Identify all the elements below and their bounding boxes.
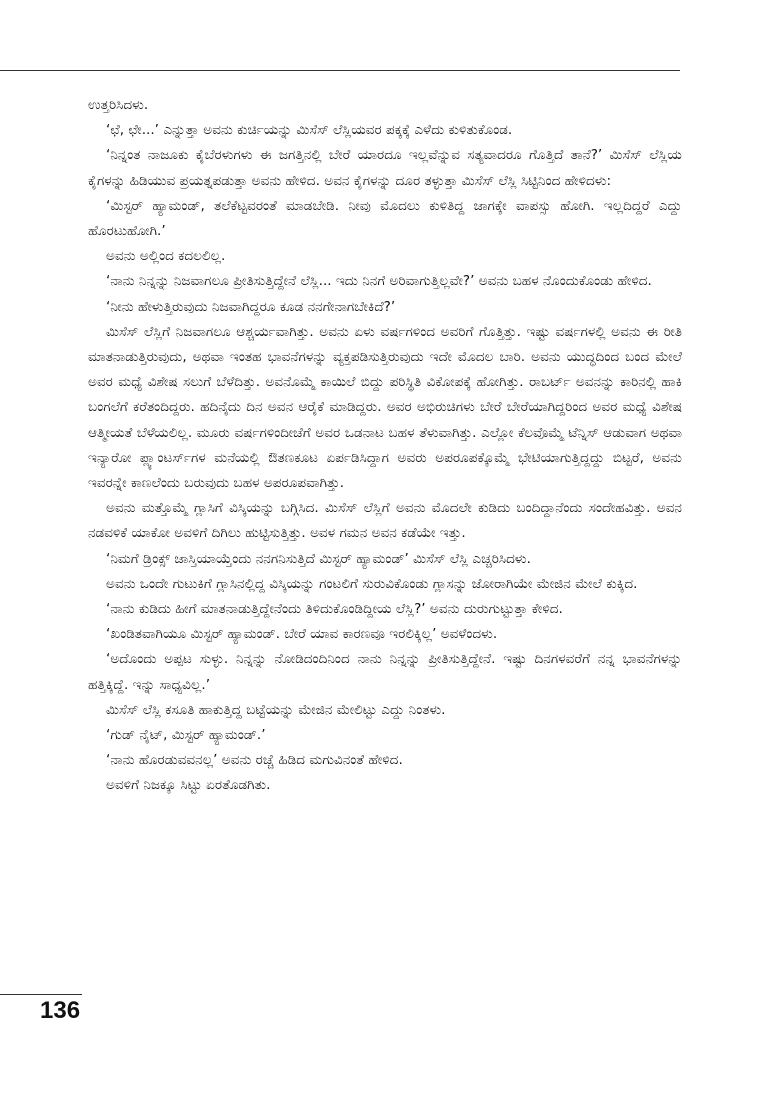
paragraph: ಅವನು ಮತ್ತೊಮ್ಮೆ ಗ್ಲಾಸಿಗೆ ವಿಸ್ಕಿಯನ್ನು ಬಗ್ಗಿಸಿದ. ಮಿಸೆಸ್ ಲೆಸ್ಲಿಗೆ ಅವನು ಮೊದಲೇ ಕುಡಿದು ಬಂದಿದ್ದಾನೆಂದು ಸಂದೇಹವಿತ್ತು. ಅವನ ನಡವಳಿಕೆ ಯಾಕೋ ಅವಳಿಗೆ ದಿಗಿಲು ಹುಟ್ಟಿಸುತ್ತಿತ್ತು. ಅವಳ ಗಮನ ಅವನ ಕಡೆಯೇ ಇತ್ತು. [88, 500, 682, 542]
paragraph: ಉತ್ತರಿಸಿದಳು. [88, 97, 149, 113]
page-number: 136 [40, 997, 81, 1024]
paragraph: ಅವನು ಒಂದೇ ಗುಟುಕಿಗೆ ಗ್ಲಾಸಿನಲ್ಲಿದ್ದ ವಿಸ್ಕಿಯನ್ನು ಗಂಟಲಿಗೆ ಸುರುವಿಕೊಂಡು ಗ್ಲಾಸನ್ನು ಜೋರಾಗಿಯೇ ಮೇಜಿನ ಮೇಲೆ ಕುಕ್ಕಿದ. [106, 575, 638, 592]
paragraph: ‘ಛೆ, ಛೇ...’ ಎನ್ನುತ್ತಾ ಅವನು ಕುರ್ಚಿಯನ್ನು ಮಿಸೆಸ್ ಲೆಸ್ಲಿಯವರ ಪಕ್ಕಕ್ಕೆ ಎಳೆದು ಕುಳಿತುಕೊಂಡ. [106, 122, 513, 139]
paragraph: ಮಿಸೆಸ್ ಲೆಸ್ಲಿ ಕಸೂತಿ ಹಾಕುತ್ತಿದ್ದ ಬಟ್ಟೆಯನ್ನು ಮೇಜಿನ ಮೇಲಿಟ್ಟು ಎದ್ದು ನಿಂತಳು. [106, 701, 446, 718]
paragraph: ‘ಮಿಸ್ಟರ್ ಹ್ಯಾಮಂಡ್, ತಲೆಕೆಟ್ಟವರಂತೆ ಮಾಡಬೇಡಿ. ನೀವು ಮೊದಲು ಕುಳಿತಿದ್ದ ಜಾಗಕ್ಕೇ ವಾಪಸ್ಸು ಹೋಗಿ. ಇಲ್ಲದಿದ್ದರೆ ಎದ್ದು ಹೊರಟುಹೋಗಿ.’ [88, 197, 682, 240]
paragraph: ‘ನಾನು ನಿನ್ನನ್ನು ನಿಜವಾಗಲೂ ಪ್ರೀತಿಸುತ್ತಿದ್ದೇನೆ ಲೆಸ್ಲಿ... ಇದು ನಿನಗೆ ಅರಿವಾಗುತ್ತಿಲ್ಲವೇ?’ ಅವನು ಬಹಳ ನೊಂದುಕೊಂಡು ಹೇಳಿದ. [106, 273, 652, 290]
paragraph: ‘ನಾನು ಕುಡಿದು ಹೀಗೆ ಮಾತನಾಡುತ್ತಿದ್ದೇನೆಂದು ತಿಳಿದುಕೊಂಡಿದ್ದೀಯ ಲೆಸ್ಲಿ?’ ಅವನು ದುರುಗುಟ್ಟುತ್ತಾ ಕೇಳಿದ. [106, 601, 563, 618]
paragraph: ‘ನಾನು ಹೊರಡುವವನಲ್ಲ’ ಅವನು ರಚ್ಚೆ ಹಿಡಿದ ಮಗುವಿನಂತೆ ಹೇಳಿದ. [106, 752, 403, 769]
bottom-rule [0, 994, 82, 995]
paragraph: ‘ಅದೊಂದು ಅಪ್ಪಟ ಸುಳ್ಳು. ನಿನ್ನನ್ನು ನೋಡಿದಂದಿನಿಂದ ನಾನು ನಿನ್ನನ್ನು ಪ್ರೀತಿಸುತ್ತಿದ್ದೇನೆ. ಇಷ್ಟು ದಿನಗಳವರೆಗೆ ನನ್ನ ಭಾವನೆಗಳನ್ನು ಹತ್ತಿಕ್ಕಿದ್ದೆ. ಇನ್ನು ಸಾಧ್ಯವಿಲ್ಲ.’ [88, 651, 682, 693]
paragraph: ‘ಗುಡ್ ನೈಟ್, ಮಿಸ್ಟರ್ ಹ್ಯಾಮಂಡ್.’ [106, 727, 266, 744]
body-text [88, 93, 682, 799]
paragraph: ‘ಖಂಡಿತವಾಗಿಯೂ ಮಿಸ್ಟರ್ ಹ್ಯಾಮಂಡ್. ಬೇರೆ ಯಾವ ಕಾರಣವೂ ಇರಲಿಕ್ಕಿಲ್ಲ’ ಅವಳೆಂದಳು. [106, 626, 498, 643]
paragraph: ‘ನಿಮಗೆ ಡ್ರಿಂಕ್ಸ್ ಜಾಸ್ತಿಯಾಯ್ತೆಂದು ನನಗನಿಸುತ್ತಿದೆ ಮಿಸ್ಟರ್ ಹ್ಯಾಮಂಡ್’ ಮಿಸೆಸ್ ಲೆಸ್ಲಿ ಎಚ್ಚರಿಸಿದಳು. [106, 550, 531, 567]
paragraph: ಅವನು ಅಲ್ಲಿಂದ ಕದಲಲಿಲ್ಲ. [106, 248, 226, 265]
paragraph: ಅವಳಿಗೆ ನಿಜಕ್ಕೂ ಸಿಟ್ಟು ಏರತೊಡಗಿತು. [106, 777, 271, 794]
paragraph: ಮಿಸೆಸ್ ಲೆಸ್ಲಿಗೆ ನಿಜವಾಗಲೂ ಆಶ್ಚರ್ಯವಾಗಿತ್ತು. ಅವನು ಏಳು ವರ್ಷಗಳಿಂದ ಅವರಿಗೆ ಗೊತ್ತಿತ್ತು. ಇಷ್ಟು ವರ್ಷಗಳಲ್ಲಿ ಅವನು ಈ ರೀತಿ ಮಾತನಾಡುತ್ತಿರುವುದು, ಅಥವಾ ಇಂತಹ ಭಾವನೆಗಳನ್ನು ವ್ಯಕ್ತಪಡಿಸುತ್ತಿರುವುದು ಇದೇ ಮೊದಲ ಬಾರಿ. ಅವನು ಯುದ್ಧದಿಂದ ಬಂದ ಮೇಲೆ ಅವರ ಮಧ್ಯೆ ವಿಶೇಷ ಸಲುಗೆ ಬೆಳೆದಿತ್ತು. ಅವನೊಮ್ಮೆ ಕಾಯಿಲೆ ಬಿದ್ದು ಪರಿಸ್ಥಿತಿ ವಿಕೋಪಕ್ಕೆ ಹೋಗಿತ್ತು. ರಾಬರ್ಟ್ ಅವನನ್ನು ಕಾರಿನಲ್ಲಿ ಹಾಕಿ ಬಂಗಲೆಗೆ ಕರೆತಂದಿದ್ದರು. ಹದಿನೈದು ದಿನ ಅವನ ಆರೈಕೆ ಮಾಡಿದ್ದರು. ಅವರ ಅಭಿರುಚಿಗಳು ಬೇರೆ ಬೇರೆಯಾಗಿದ್ದರಿಂದ ಅವರ ಮಧ್ಯೆ ವಿಶೇಷ ಆತ್ಮೀಯತೆ ಬೆಳೆಯಲಿಲ್ಲ. ಮೂರು ವರ್ಷಗಳಿಂದೀಚೆಗೆ ಅವರ ಒಡನಾಟ ಬಹಳ ತೆಳುವಾಗಿತ್ತು. ಎಲ್ಲೋ ಕೆಲವೊಮ್ಮೆ ಟೆನ್ನಿಸ್ ಆಡುವಾಗ ಅಥವಾ ಇನ್ಯಾರೋ ಪ್ಲ್ಯಾಂಟರ್ಸ್‌ಗಳ ಮನೆಯಲ್ಲಿ ಔತಣಕೂಟ ಏರ್ಪಡಿಸಿದ್ದಾಗ ಅವರು ಅಪರೂಪಕ್ಕೊಮ್ಮೆ ಭೇಟಿಯಾಗುತ್ತಿದ್ದದ್ದು ಬಿಟ್ಟರೆ, ಅವನು ಇವರನ್ನೇ ಕಾಣಲೆಂದು ಬರುವುದು ಬಹಳ ಅಪರೂಪವಾಗಿತ್ತು. [88, 323, 682, 492]
paragraph: ‘ನೀನು ಹೇಳುತ್ತಿರುವುದು ನಿಜವಾಗಿದ್ದರೂ ಕೂಡ ನನಗೇನಾಗಬೇಕಿದೆ?’ [106, 298, 396, 315]
paragraph: ‘ನಿನ್ನಂತ ನಾಜೂಕು ಕೈಬೆರಳುಗಳು ಈ ಜಗತ್ತಿನಲ್ಲಿ ಬೇರೆ ಯಾರದೂ ಇಲ್ಲವೆನ್ನುವ ಸತ್ಯವಾದರೂ ಗೊತ್ತಿದೆ ತಾನೆ?’ ಮಿಸೆಸ್ ಲೆಸ್ಲಿಯ ಕೈಗಳನ್ನು ಹಿಡಿಯುವ ಪ್ರಯತ್ನಪಡುತ್ತಾ ಅವನು ಹೇಳಿದ. ಅವನ ಕೈಗಳನ್ನು ದೂರ ತಳ್ಳುತ್ತಾ ಮಿಸೆಸ್ ಲೆಸ್ಲಿ ಸಿಟ್ಟಿನಿಂದ ಹೇಳಿದಳು: [88, 147, 682, 189]
top-rule [0, 70, 680, 71]
